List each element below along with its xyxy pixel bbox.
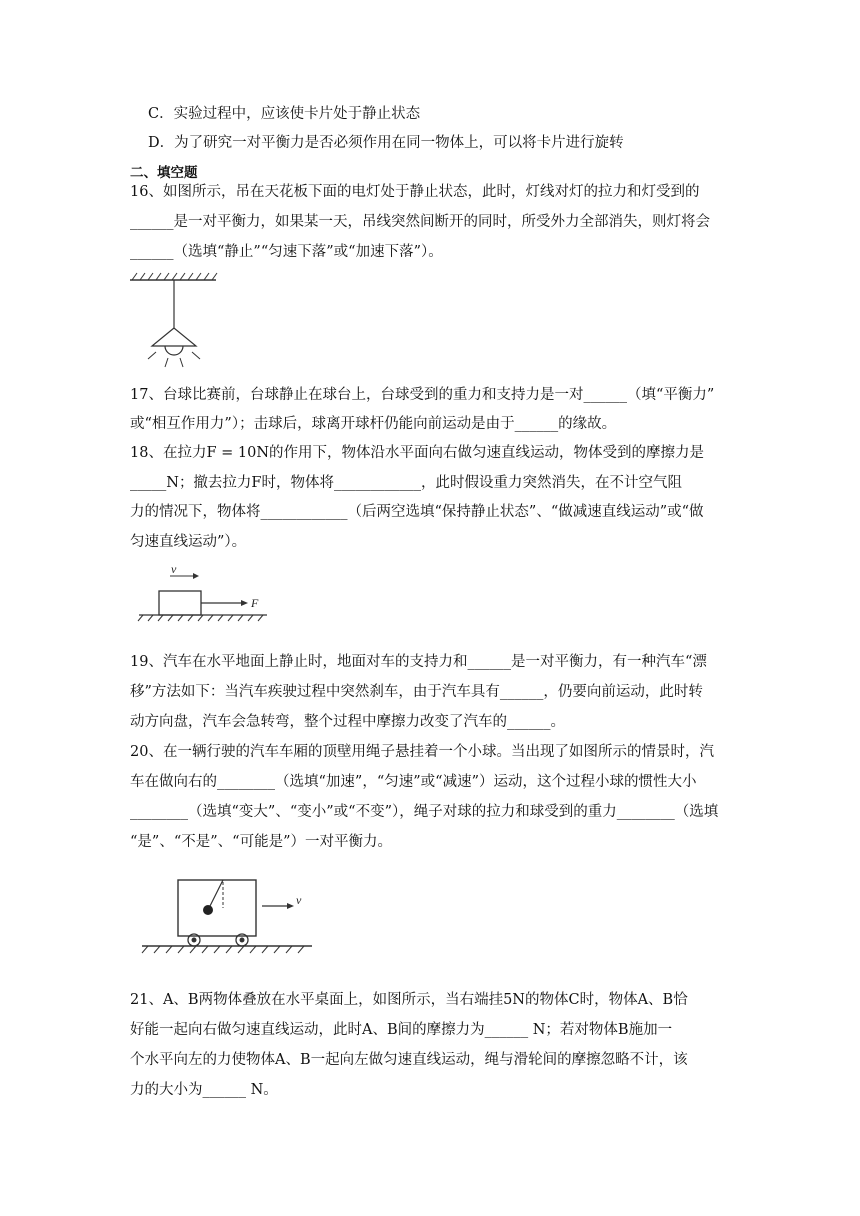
q19-line-2: 移”方法如下：当汽车疾驶过程中突然刹车，由于汽车具有______，仍要向前运动，此时转: [130, 684, 703, 700]
hanging-lamp-figure: [128, 272, 220, 370]
q21-line-4: 力的大小为______ N。: [130, 1082, 278, 1098]
force-label: F: [251, 596, 259, 610]
q20-line-4: “是”、“不是”、“可能是”）一对平衡力。: [130, 834, 392, 850]
q16-line-3: ______（选填“静止”“匀速下落”或“加速下落”）。: [130, 244, 443, 260]
q18-line-4: 匀速直线运动”）。: [130, 534, 247, 550]
q19-line-3: 动方向盘，汽车会急转弯，整个过程中摩擦力改变了汽车的______。: [130, 714, 565, 730]
q21-line-3: 个水平向左的力使物体A、B一起向左做匀速直线运动，绳与滑轮间的摩擦忽略不计，该: [130, 1052, 688, 1068]
q20-line-1: 20、在一辆行驶的汽车车厢的顶壁用绳子悬挂着一个小球。当出现了如图所示的情景时，汽: [130, 744, 714, 760]
q20-line-3: ________（选填“变大”、“变小”或“不变”），绳子对球的拉力和球受到的重力________（选填: [130, 804, 719, 820]
block-pull-figure: [135, 562, 270, 622]
q18-line-3: 力的情况下，物体将____________（后两空选填“保持静止状态”、“做减速直线运动”或“做: [130, 504, 704, 520]
q17-line-2: 或“相互作用力”）；击球后，球离开球杆仍能向前运动是由于______的缘故。: [130, 416, 617, 432]
section-title: 二、填空题: [130, 165, 198, 181]
q21-line-1: 21、A、B两物体叠放在水平桌面上，如图所示，当右端挂5N的物体C时，物体A、B恰: [130, 992, 688, 1008]
q19-line-1: 19、汽车在水平地面上静止时，地面对车的支持力和______是一对平衡力，有一种汽车“漂: [130, 654, 707, 670]
q17-line-1: 17、台球比赛前，台球静止在球台上，台球受到的重力和支持力是一对______（填“平衡力”: [130, 387, 715, 403]
q21-line-2: 好能一起向右做匀速直线运动，此时A、B间的摩擦力为______ N；若对物体B施加一: [130, 1022, 673, 1038]
q16-line-2: ______是一对平衡力，如果某一天，吊线突然间断开的同时，所受外力全部消失，则灯将会: [130, 214, 710, 230]
q16-line-1: 16、如图所示，吊在天花板下面的电灯处于静止状态，此时，灯线对灯的拉力和灯受到的: [130, 184, 700, 200]
velocity-label: v: [171, 562, 177, 576]
option-c: C．实验过程中，应该使卡片处于静止状态: [148, 106, 421, 122]
option-d: D．为了研究一对平衡力是否必须作用在同一物体上，可以将卡片进行旋转: [148, 135, 624, 151]
q18-line-2: _____N；撤去拉力F时，物体将____________，此时假设重力突然消失，在不计空气阻: [130, 475, 682, 491]
cart-pendulum-figure: [138, 872, 318, 957]
q18-line-1: 18、在拉力F = 10N的作用下，物体沿水平面向右做匀速直线运动，物体受到的摩擦力是: [130, 445, 705, 461]
cart-velocity-label: v: [296, 893, 302, 907]
q20-line-2: 车在做向右的________（选填“加速”，“匀速”或“减速”）运动，这个过程小球的惯性大小: [130, 774, 697, 790]
